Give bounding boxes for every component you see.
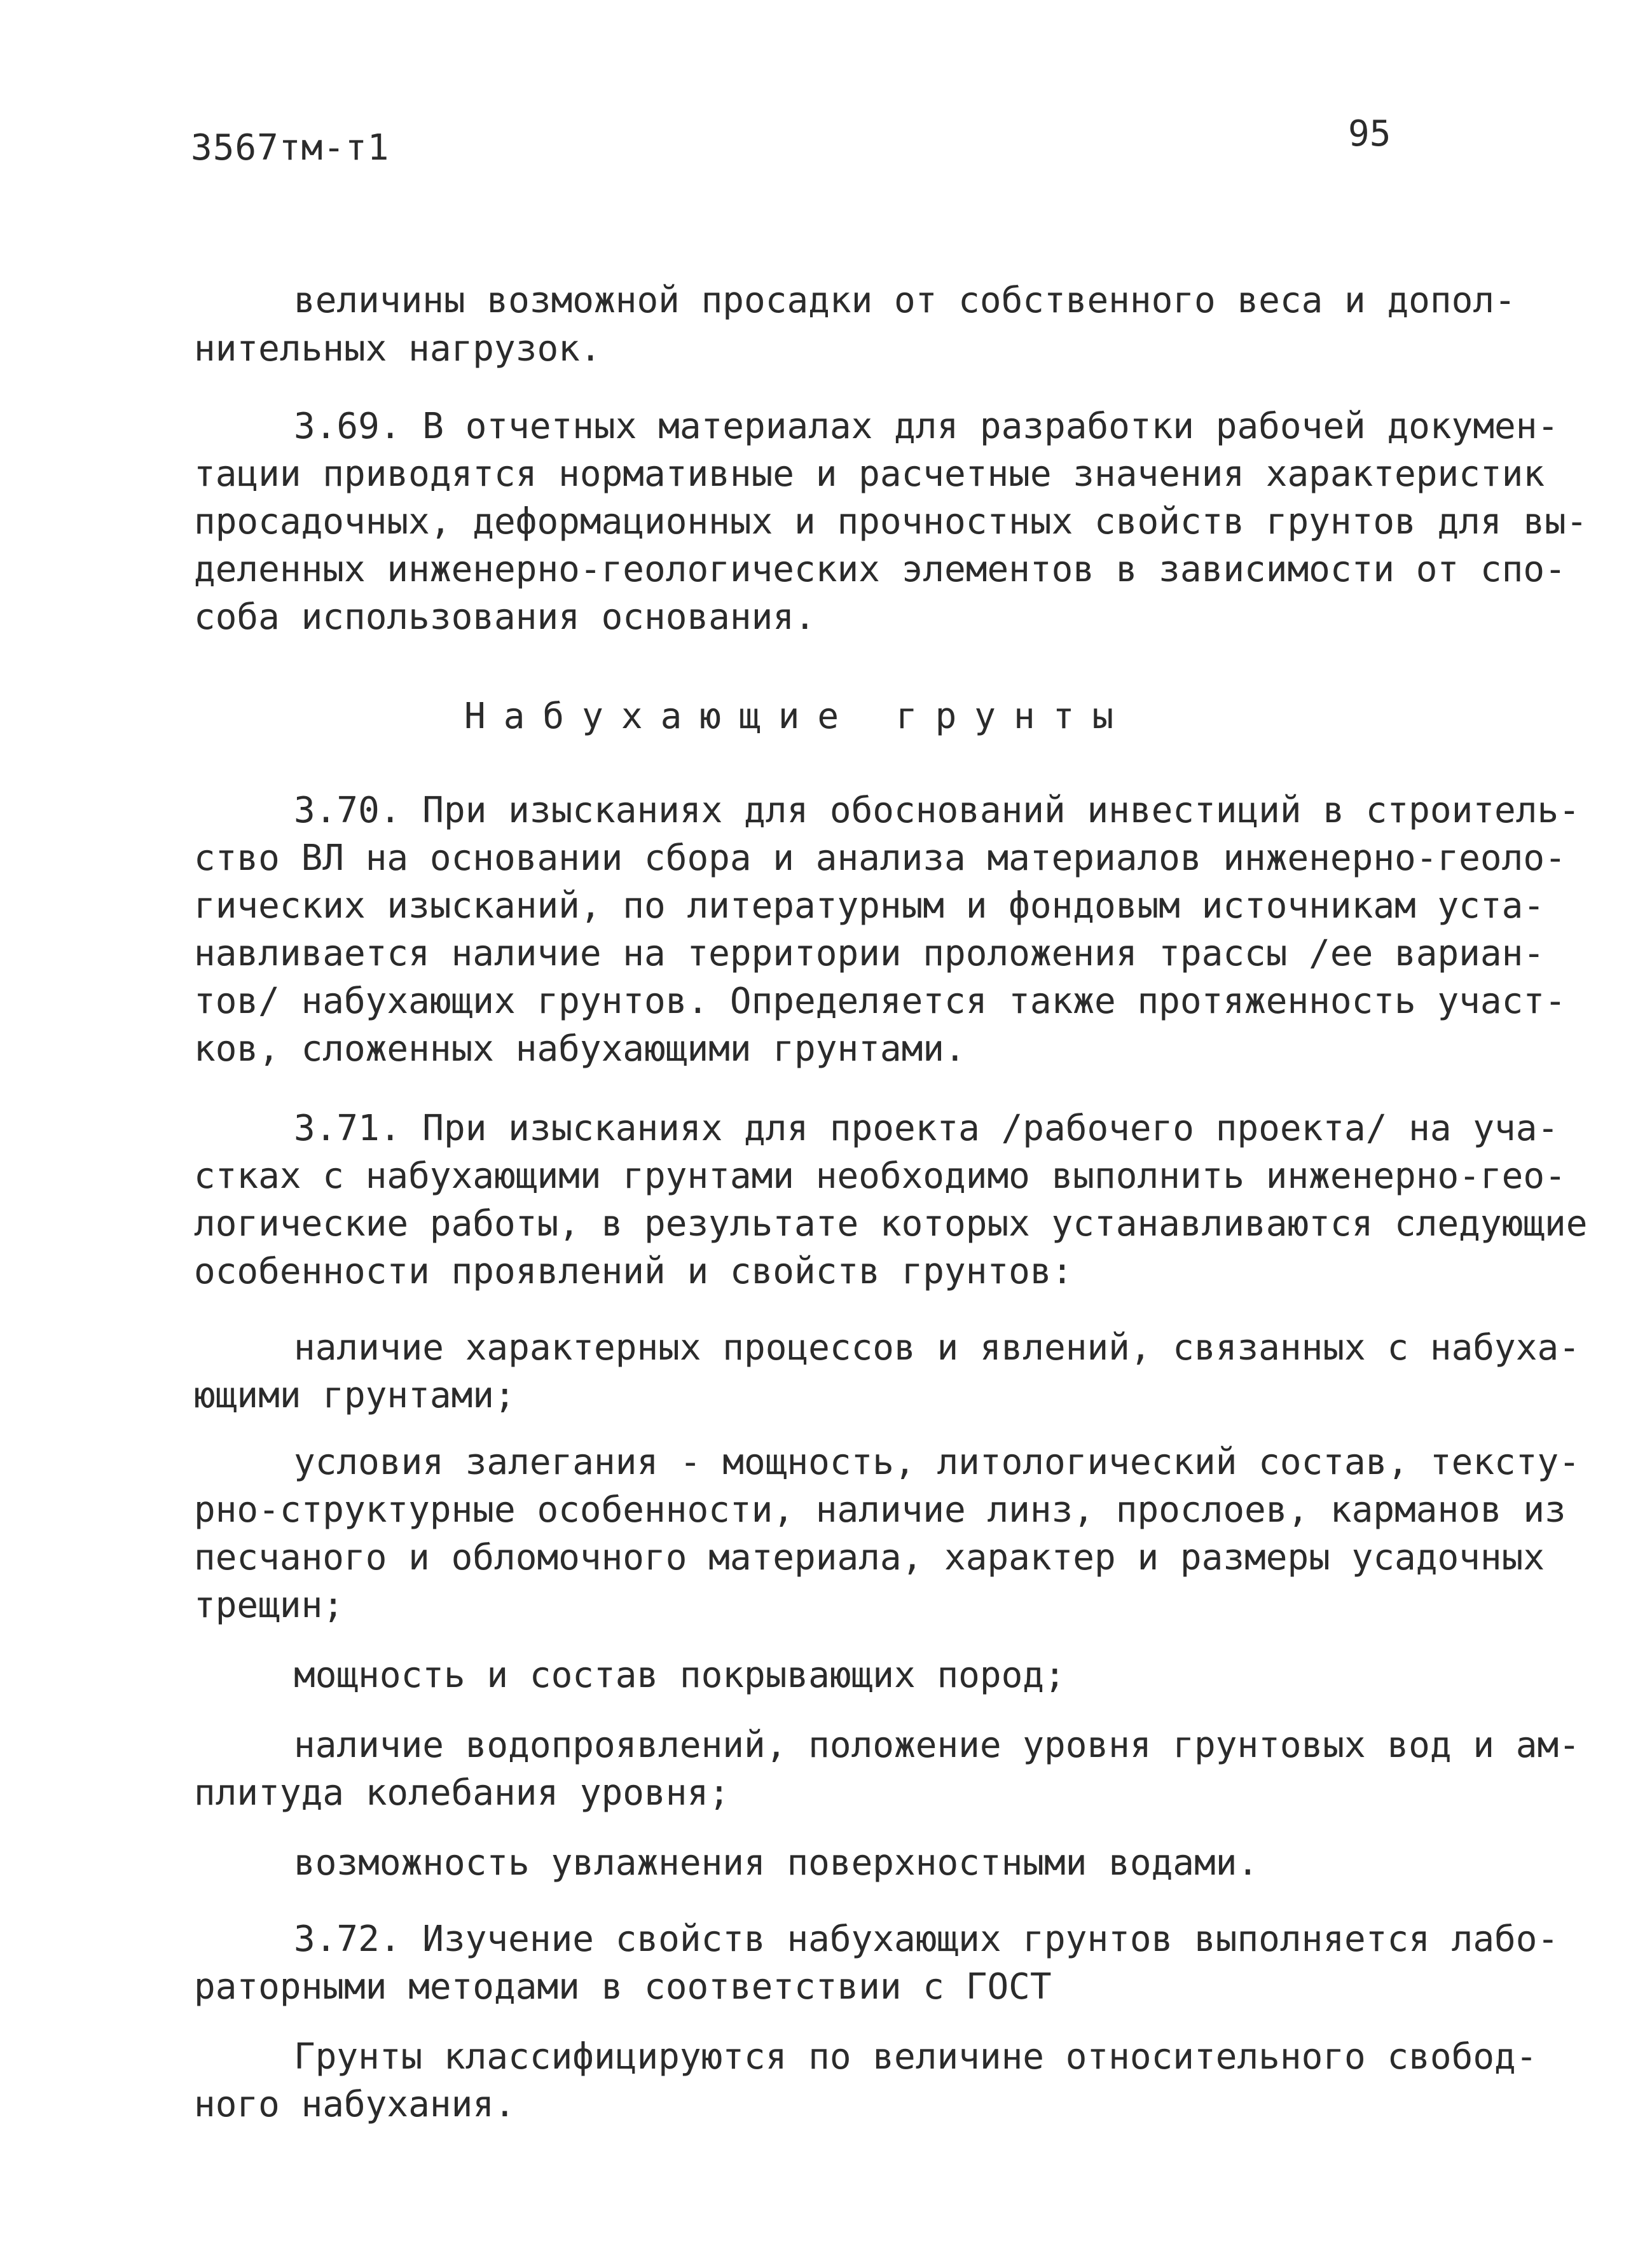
text-line: особенности проявлений и свойств грунтов:: [194, 1251, 1073, 1292]
page-number: 95: [1348, 113, 1391, 155]
document-code: 3567тм-т1: [191, 127, 390, 169]
text-line: наличие водопроявлений, положение уровня грунтовых вод и ам-: [294, 1725, 1580, 1766]
text-line: песчаного и обломочного материала, характер и размеры усадочных: [194, 1537, 1545, 1578]
text-line: 3.72. Изучение свойств набухающих грунтов выполняется лабо-: [294, 1919, 1559, 1960]
text-line: 3.70. При изысканиях для обоснований инвестиций в строитель-: [294, 790, 1580, 831]
text-line: Грунты классифицируются по величине относительного свобод-: [294, 2036, 1538, 2077]
text-line: гических изысканий, по литературным и фондовым источникам уста-: [194, 885, 1545, 927]
text-line: стках с набухающими грунтами необходимо выполнить инженерно-гео-: [194, 1155, 1566, 1197]
text-line: нительных нагрузок.: [194, 328, 602, 369]
text-line: величины возможной просадки от собственного веса и допол-: [294, 280, 1516, 321]
text-line: просадочных, деформационных и прочностных свойств грунтов для вы-: [194, 501, 1588, 542]
text-line: плитуда колебания уровня;: [194, 1772, 730, 1814]
text-line: мощность и состав покрывающих пород;: [294, 1655, 1066, 1696]
text-line: соба использования основания.: [194, 596, 816, 638]
text-line: условия залегания - мощность, литологический состав, тексту-: [294, 1442, 1580, 1483]
text-line: трещин;: [194, 1585, 345, 1626]
text-line: логические работы, в результате которых устанавливаются следующие: [194, 1203, 1588, 1244]
text-line: ство ВЛ на основании сбора и анализа материалов инженерно-геоло-: [194, 837, 1566, 879]
text-line: 3.69. В отчетных материалах для разработки рабочей докумен-: [294, 406, 1559, 447]
text-line: наличие характерных процессов и явлений, связанных с набуха-: [294, 1327, 1580, 1368]
text-line: раторными методами в соответствии с ГОСТ: [194, 1966, 1052, 2008]
text-line: возможность увлажнения поверхностными водами.: [294, 1842, 1259, 1884]
section-heading: Набухающие грунты: [464, 696, 1132, 737]
text-line: 3.71. При изысканиях для проекта /рабочего проекта/ на уча-: [294, 1108, 1559, 1149]
text-line: тов/ набухающих грунтов. Определяется также протяженность участ-: [194, 981, 1566, 1022]
text-line: ков, сложенных набухающими грунтами.: [194, 1028, 966, 1070]
text-line: ного набухания.: [194, 2084, 516, 2125]
text-line: навливается наличие на территории проложения трассы /ее вариан-: [194, 933, 1545, 974]
text-line: рно-структурные особенности, наличие линз, прослоев, карманов из: [194, 1489, 1566, 1531]
text-line: деленных инженерно-геологических элементов в зависимости от спо-: [194, 549, 1566, 590]
text-line: тации приводятся нормативные и расчетные значения характеристик: [194, 453, 1545, 495]
text-line: ющими грунтами;: [194, 1375, 516, 1416]
